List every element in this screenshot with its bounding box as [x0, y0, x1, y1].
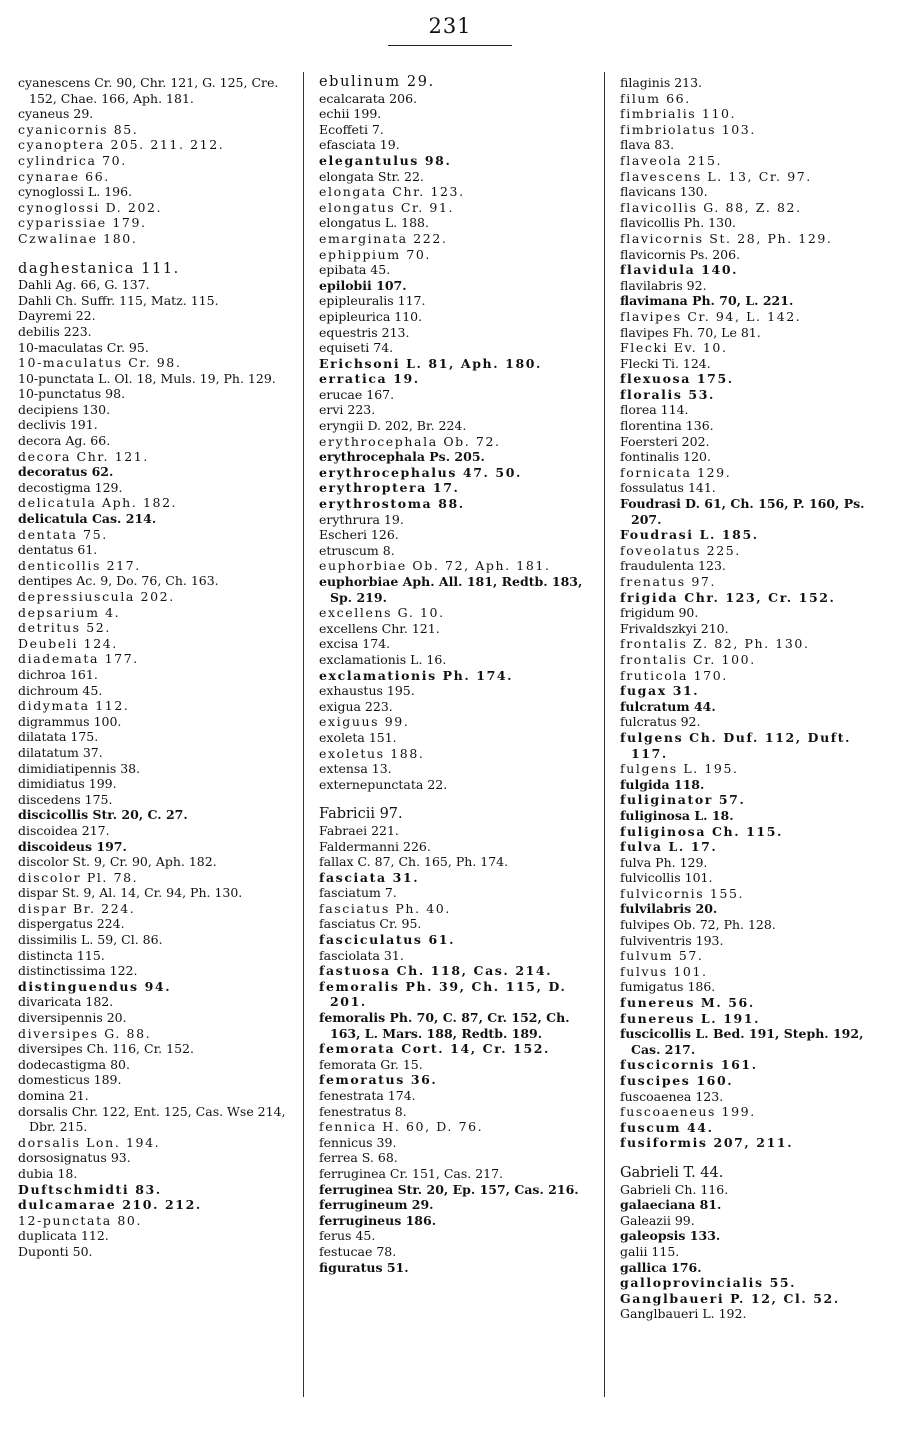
index-entry: cyaneus 29. [18, 106, 94, 122]
index-entry: dorsosignatus 93. [18, 1150, 131, 1166]
index-entry: Gabrieli Ch. 116. [620, 1181, 729, 1197]
index-entry: exhaustus 195. [319, 683, 415, 699]
index-entry: discolor St. 9, Cr. 90, Aph. 182. [18, 854, 217, 870]
index-entry: ecalcarata 206. [319, 90, 418, 106]
index-entry: Flecki Ti. 124. [620, 355, 711, 371]
index-entry: 10-maculatas Cr. 95. [18, 339, 149, 355]
index-entry: fusiformis 207, 211. [620, 1135, 794, 1151]
index-entry: distinguendus 94. [18, 978, 172, 994]
index-entry: Foersteri 202. [620, 433, 710, 449]
index-entry: Dayremi 22. [18, 308, 96, 324]
index-entry: diversipes G. 88. [18, 1025, 152, 1041]
index-entry: decipiens 130. [18, 401, 111, 417]
index-entry: ferus 45. [319, 1228, 376, 1244]
index-entry: efasciata 19. [319, 137, 400, 153]
index-entry: decora Ag. 66. [18, 433, 111, 449]
index-entry: dispergatus 224. [18, 916, 125, 932]
index-entry: excellens G. 10. [319, 605, 445, 621]
index-entry: galii 115. [620, 1243, 680, 1259]
index-entry: 10-punctata L. Ol. 18, Muls. 19, Ph. 129. [18, 370, 276, 386]
index-entry: dichroum 45. [18, 682, 103, 698]
index-entry: emarginata 222. [319, 230, 448, 246]
index-entry: flavimana Ph. 70, L. 221. [620, 293, 794, 309]
index-entry: erythrostoma 88. [319, 496, 465, 512]
index-entry: exclamationis Ph. 174. [319, 667, 514, 683]
index-entry: fasciata 31. [319, 869, 420, 885]
index-entry: cyanicornis 85. [18, 121, 139, 137]
index-entry: declivis 191. [18, 417, 98, 433]
index-entry: flavicollis G. 88, Z. 82. [620, 199, 802, 215]
index-entry: dilatatum 37. [18, 744, 103, 760]
index-entry: elongatus Cr. 91. [319, 199, 455, 215]
index-entry: Deubeli 124. [18, 635, 118, 651]
index-entry: flavicornis St. 28, Ph. 129. [620, 230, 833, 246]
index-entry: galaeciana 81. [620, 1197, 722, 1213]
index-entry: Fabraei 221. [319, 822, 399, 838]
index-entry: galeopsis 133. [620, 1228, 721, 1244]
index-entry: epibata 45. [319, 262, 391, 278]
index-entry: fulcratus 92. [620, 714, 701, 730]
index-entry: cylindrica 70. [18, 152, 127, 168]
index-entry: Frivaldszkyi 210. [620, 620, 729, 636]
index-entry: gallica 176. [620, 1259, 702, 1275]
index-entry: elongatus L. 188. [319, 215, 429, 231]
index-entry: fulgens Ch. Duf. 112, Duft. 117. [620, 729, 852, 761]
index-entry: fasciatum 7. [319, 885, 397, 901]
index-entry: dentatus 61. [18, 542, 98, 558]
index-entry: euphorbiae Aph. All. 181, Redtb. 183, Sp. 219. [319, 574, 583, 605]
section-gap [319, 792, 591, 807]
index-entry: fulva Ph. 129. [620, 854, 708, 870]
index-entry: extensa 13. [319, 761, 392, 777]
index-entry: flavipes Cr. 94, L. 142. [620, 308, 802, 324]
index-entry: etruscum 8. [319, 542, 395, 558]
index-entry: ferrugineum 29. [319, 1197, 434, 1213]
index-entry: femoratus 36. [319, 1072, 438, 1088]
index-entry: femoralis Ph. 39, Ch. 115, D. 201. [319, 978, 567, 1010]
index-entry: festucae 78. [319, 1243, 397, 1259]
index-entry: dimidiatus 199. [18, 776, 117, 792]
index-column-3 [620, 75, 892, 1322]
index-entry: fuscoaeneus 199. [620, 1104, 756, 1120]
index-entry: frigidum 90. [620, 605, 699, 621]
index-entry: fulviventris 193. [620, 932, 724, 948]
index-entry: frontalis Z. 82, Ph. 130. [620, 636, 810, 652]
index-entry: dulcamarae 210. 212. [18, 1197, 202, 1213]
index-entry: exoleta 151. [319, 729, 397, 745]
index-entry: Duftschmidti 83. [18, 1181, 162, 1197]
index-entry: Czwalinae 180. [18, 230, 138, 246]
page-number: 231 [428, 14, 472, 38]
index-entry: fontinalis 120. [620, 449, 711, 465]
index-entry: dispar St. 9, Al. 14, Cr. 94, Ph. 130. [18, 885, 243, 901]
index-entry: elegantulus 98. [319, 152, 452, 168]
index-entry: frontalis Cr. 100. [620, 651, 756, 667]
index-entry: Escheri 126. [319, 527, 399, 543]
index-entry: fulcratum 44. [620, 698, 716, 714]
index-entry: Dahli Ag. 66, G. 137. [18, 277, 150, 293]
index-entry: epipleuralis 117. [319, 293, 426, 309]
index-entry: Gabrieli T. 44. [620, 1164, 724, 1181]
index-entry: dichroa 161. [18, 666, 98, 682]
index-entry: flavicornis Ps. 206. [620, 246, 741, 262]
index-entry: depsarium 4. [18, 604, 121, 620]
index-entry: Erichsoni L. 81, Aph. 180. [319, 355, 542, 371]
index-entry: erythrocephala Ps. 205. [319, 449, 485, 465]
index-entry: florentina 136. [620, 418, 714, 434]
index-entry: decoratus 62. [18, 464, 114, 480]
index-entry: 10-punctatus 98. [18, 386, 126, 402]
index-entry: fraudulenta 123. [620, 558, 726, 574]
index-entry: filaginis 213. [620, 75, 703, 90]
index-entry: diademata 177. [18, 651, 139, 667]
index-entry: fuscipes 160. [620, 1073, 734, 1088]
index-entry: epipleurica 110. [319, 308, 423, 324]
section-gap [620, 1151, 892, 1166]
index-entry: flavipes Fh. 70, Le 81. [620, 324, 761, 340]
index-entry: frigida Chr. 123, Cr. 152. [620, 589, 836, 605]
index-entry: foveolatus 225. [620, 542, 741, 558]
index-entry: fulva L. 17. [620, 839, 718, 855]
index-entry: fennicus 39. [319, 1134, 397, 1150]
index-entry: fulvipes Ob. 72, Ph. 128. [620, 917, 776, 933]
index-entry: detritus 52. [18, 620, 111, 636]
index-entry: fulvilabris 20. [620, 901, 718, 917]
index-entry: fasciculatus 61. [319, 932, 456, 948]
index-entry: fulvicornis 155. [620, 885, 745, 901]
index-entry: dentata 75. [18, 526, 108, 542]
index-entry: dorsalis Lon. 194. [18, 1134, 161, 1150]
index-entry: fulgida 118. [620, 776, 705, 792]
index-entry: dorsalis Chr. 122, Ent. 125, Cas. Wse 214, Dbr. 215. [18, 1103, 286, 1135]
index-entry: divaricata 182. [18, 994, 114, 1010]
index-entry: ephippium 70. [319, 246, 432, 262]
index-entry: fenestrata 174. [319, 1088, 416, 1103]
index-entry: eryngii D. 202, Br. 224. [319, 418, 467, 434]
index-entry: fornicata 129. [620, 464, 732, 480]
index-entry: erythroptera 17. [319, 480, 460, 496]
index-entry: Dahli Ch. Suffr. 115, Matz. 115. [18, 292, 219, 308]
index-entry: cynarae 66. [18, 168, 110, 184]
index-entry: flavidula 140. [620, 262, 739, 278]
index-entry: cynoglossi L. 196. [18, 184, 133, 200]
index-entry: ferruginea Str. 20, Ep. 157, Cas. 216. [319, 1181, 579, 1197]
index-entry: fennica H. 60, D. 76. [319, 1119, 484, 1135]
index-entry: discoidea 217. [18, 822, 110, 838]
index-entry: Ganglbaueri P. 12, Cl. 52. [620, 1290, 840, 1306]
index-entry: excisa 174. [319, 636, 391, 652]
index-entry: fuscicornis 161. [620, 1057, 758, 1073]
index-entry: diversipennis 20. [18, 1010, 127, 1026]
index-entry: Foudrasi D. 61, Ch. 156, P. 160, Ps. 207. [620, 496, 865, 527]
index-entry: flavilabris 92. [620, 277, 707, 293]
index-entry: exoletus 188. [319, 745, 425, 761]
index-entry: erucae 167. [319, 386, 395, 402]
column-divider [604, 72, 605, 1397]
index-entry: depressiuscula 202. [18, 589, 175, 604]
index-entry: flaveola 215. [620, 152, 723, 168]
index-entry: dimidiatipennis 38. [18, 760, 141, 776]
index-entry: galloprovincialis 55. [620, 1275, 797, 1291]
index-entry: funereus M. 56. [620, 995, 755, 1011]
index-entry: fuliginator 57. [620, 792, 746, 808]
index-entry: equestris 213. [319, 324, 410, 340]
index-entry: fuscoaenea 123. [620, 1088, 724, 1104]
index-entry: decostigma 129. [18, 479, 123, 495]
index-entry: filum 66. [620, 90, 691, 106]
index-entry: distinctissima 122. [18, 963, 138, 979]
index-entry: ferrugineus 186. [319, 1212, 437, 1228]
index-column-1 [18, 75, 290, 1260]
index-entry: flava 83. [620, 137, 675, 153]
index-entry: dodecastigma 80. [18, 1056, 130, 1072]
index-entry: femorata Cort. 14, Cr. 152. [319, 1041, 550, 1057]
index-entry: dubia 18. [18, 1165, 78, 1181]
header-rule [388, 45, 512, 46]
index-entry: elongata Chr. 123. [319, 184, 465, 200]
index-entry: flavicans 130. [620, 184, 708, 200]
index-entry: cyparissiae 179. [18, 215, 147, 231]
index-entry: fugax 31. [620, 683, 700, 699]
index-entry: domesticus 189. [18, 1072, 122, 1088]
index-entry: fuliginosa L. 18. [620, 807, 734, 823]
index-entry: fuscum 44. [620, 1119, 714, 1135]
index-entry: flexuosa 175. [620, 371, 734, 387]
index-entry: discicollis Str. 20, C. 27. [18, 807, 188, 823]
index-entry: Fabricii 97. [319, 806, 403, 823]
index-entry: fuscicollis L. Bed. 191, Steph. 192, Cas. 217. [620, 1026, 864, 1057]
index-entry: femoralis Ph. 70, C. 87, Cr. 152, Ch. 163, L. Mars. 188, Redtb. 189. [319, 1010, 570, 1041]
index-entry: fuliginosa Ch. 115. [620, 823, 783, 839]
index-entry: diversipes Ch. 116, Cr. 152. [18, 1041, 194, 1057]
index-entry: erratica 19. [319, 371, 420, 387]
index-entry: fasciatus Cr. 95. [319, 916, 422, 932]
index-entry: florea 114. [620, 402, 689, 418]
index-entry: equiseti 74. [319, 340, 394, 356]
index-entry: ferrea S. 68. [319, 1150, 398, 1166]
index-entry: exclamationis L. 16. [319, 651, 447, 667]
index-entry: 10-maculatus Cr. 98. [18, 355, 182, 371]
index-entry: cyanoptera 205. 211. 212. [18, 137, 225, 153]
index-entry: discedens 175. [18, 791, 113, 807]
index-entry: Ecoffeti 7. [319, 121, 384, 137]
index-entry: Ganglbaueri L. 192. [620, 1306, 747, 1322]
index-entry: fastuosa Ch. 118, Cas. 214. [319, 963, 553, 979]
index-entry: dentipes Ac. 9, Do. 76, Ch. 163. [18, 573, 219, 589]
index-entry: fenestratus 8. [319, 1103, 407, 1119]
index-entry: exigua 223. [319, 698, 393, 714]
index-entry: duplicata 112. [18, 1228, 109, 1244]
index-entry: didymata 112. [18, 698, 130, 714]
index-entry: ervi 223. [319, 402, 376, 418]
index-entry: floralis 53. [620, 386, 715, 402]
index-entry: fulvicollis 101. [620, 870, 713, 886]
index-entry: flavescens L. 13, Cr. 97. [620, 168, 812, 184]
index-entry: erythrocephalus 47. 50. [319, 464, 522, 480]
index-entry: fumigatus 186. [620, 979, 716, 995]
index-entry: dissimilis L. 59, Cl. 86. [18, 932, 163, 948]
index-entry: epilobii 107. [319, 277, 407, 293]
index-entry: Faldermanni 226. [319, 838, 431, 854]
index-entry: fruticola 170. [620, 667, 728, 683]
section-gap [18, 247, 290, 262]
index-entry: funereus L. 191. [620, 1010, 761, 1026]
index-entry: fossulatus 141. [620, 480, 716, 496]
index-entry: fulgens L. 195. [620, 761, 739, 777]
index-entry: Flecki Ev. 10. [620, 340, 728, 356]
index-entry: fimbrialis 110. [620, 106, 737, 122]
index-entry: erythrura 19. [319, 511, 404, 527]
index-entry: domina 21. [18, 1088, 89, 1103]
index-entry: delicatula Cas. 214. [18, 511, 157, 527]
index-entry: flavicollis Ph. 130. [620, 215, 736, 231]
index-entry: fulvus 101. [620, 963, 708, 979]
index-entry: decora Chr. 121. [18, 448, 149, 464]
index-entry: dilatata 175. [18, 729, 99, 745]
index-entry: discoideus 197. [18, 838, 127, 854]
index-entry: excellens Chr. 121. [319, 620, 440, 636]
index-entry: dispar Br. 224. [18, 900, 136, 916]
index-entry: distincta 115. [18, 947, 105, 963]
index-entry: denticollis 217. [18, 557, 141, 573]
index-column-2 [319, 75, 591, 1275]
index-entry: ferruginea Cr. 151, Cas. 217. [319, 1165, 504, 1181]
index-entry: fallax C. 87, Ch. 165, Ph. 174. [319, 854, 509, 870]
index-entry: cyanescens Cr. 90, Chr. 121, G. 125, Cre. 152, Chae. 166, Aph. 181. [18, 75, 279, 106]
index-entry: Foudrasi L. 185. [620, 527, 759, 543]
index-entry: erythrocephala Ob. 72. [319, 433, 501, 449]
index-entry: discolor Pl. 78. [18, 869, 139, 885]
index-entry: echii 199. [319, 106, 382, 122]
index-entry: debilis 223. [18, 323, 92, 339]
index-entry: digrammus 100. [18, 713, 122, 729]
index-entry: euphorbiae Ob. 72, Aph. 181. [319, 558, 551, 574]
index-entry: figuratus 51. [319, 1259, 409, 1275]
index-entry: fasciolata 31. [319, 947, 404, 963]
index-entry: fimbriolatus 103. [620, 121, 756, 137]
index-entry: delicatula Aph. 182. [18, 495, 178, 511]
index-entry: fulvum 57. [620, 948, 704, 964]
index-entry: Duponti 50. [18, 1243, 93, 1259]
index-entry: Galeazii 99. [620, 1212, 695, 1228]
index-entry: exiguus 99. [319, 714, 410, 730]
index-entry: elongata Str. 22. [319, 168, 424, 184]
index-entry: 12-punctata 80. [18, 1212, 143, 1228]
index-entry: ebulinum 29. [319, 74, 435, 90]
index-entry: cynoglossi D. 202. [18, 199, 163, 215]
index-entry: femorata Gr. 15. [319, 1056, 423, 1072]
column-divider [303, 72, 304, 1397]
index-entry: externepunctata 22. [319, 776, 448, 792]
index-entry: daghestanica 111. [18, 260, 180, 277]
index-entry: frenatus 97. [620, 574, 717, 589]
index-entry: fasciatus Ph. 40. [319, 900, 451, 916]
